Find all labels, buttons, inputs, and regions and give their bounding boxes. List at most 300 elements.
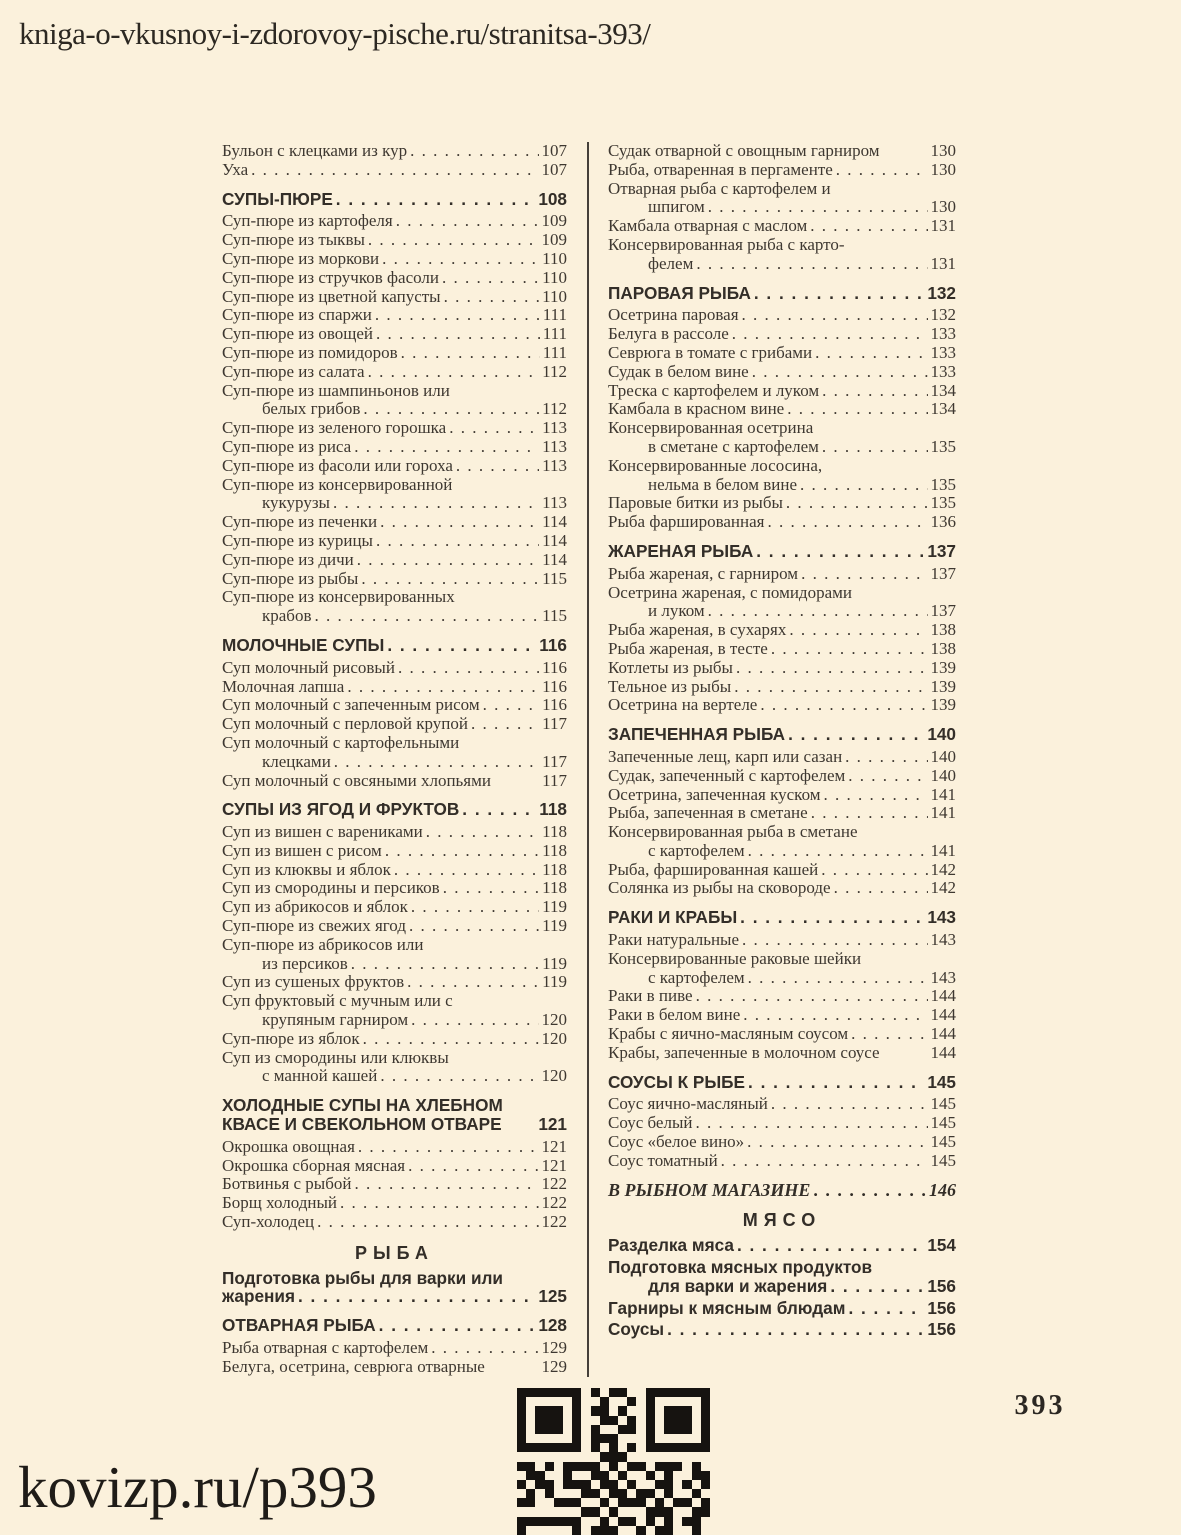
toc-entry-page: 140 [927, 724, 956, 745]
toc-entry-title: Суп-пюре из курицы [222, 530, 373, 550]
dot-leader [736, 659, 928, 678]
dot-leader [752, 363, 928, 382]
toc-entry-page: 116 [542, 657, 567, 677]
dot-leader [408, 1157, 538, 1176]
dot-leader [732, 325, 928, 344]
toc-entry-title: Консервированная осетрина [608, 418, 814, 438]
toc-entry-page: 145 [927, 1071, 956, 1092]
dot-leader [815, 344, 927, 363]
toc-entry-page: 107 [541, 159, 567, 179]
toc-entry-title: Рыба, отваренная в пергаменте [608, 159, 833, 179]
toc-entry-title: клецками [262, 751, 331, 771]
dot-leader [351, 955, 539, 974]
toc-entry [608, 363, 956, 382]
toc-entry-title: МОЛОЧНЫЕ СУПЫ [222, 634, 385, 655]
toc-entry [608, 640, 956, 659]
toc-entry-page: 122 [541, 1212, 567, 1232]
toc-entry [222, 879, 567, 898]
toc-entry [608, 1133, 956, 1152]
toc-entry-title: Уха [222, 159, 249, 179]
toc-entry-title: Окрошка овощная [222, 1136, 355, 1156]
toc-entry-page: 142 [930, 878, 956, 898]
dot-leader [737, 1236, 924, 1255]
toc-entry [608, 696, 956, 715]
toc-entry [608, 1095, 956, 1114]
toc-entry-title: Суп-пюре из абрикосов или [222, 934, 424, 954]
toc-entry-title: Суп молочный с картофельными [222, 732, 460, 752]
table-of-contents [222, 142, 958, 1377]
toc-entry-title: Суп-пюре из овощей [222, 324, 373, 344]
toc-entry-title: Паровые битки из рыбы [608, 493, 783, 513]
toc-entry [608, 457, 956, 495]
dot-leader [409, 917, 539, 936]
toc-entry-page: 114 [542, 530, 567, 550]
toc-entry [222, 842, 567, 861]
dot-leader [368, 231, 539, 250]
toc-entry-page: 121 [538, 1114, 567, 1135]
toc-entry [222, 532, 567, 551]
toc-entry-page: 119 [542, 972, 567, 992]
toc-entry-title: Суп-пюре из шампиньонов или [222, 380, 450, 400]
dot-leader [767, 513, 927, 532]
toc-entry-page: 111 [542, 305, 567, 325]
dot-leader [334, 753, 539, 772]
toc-entry [608, 180, 956, 218]
dot-leader [754, 284, 924, 303]
toc-entry-page: 133 [930, 342, 956, 362]
toc-entry-title: ОТВАРНАЯ РЫБА [222, 1315, 376, 1336]
dot-leader [771, 1095, 928, 1114]
toc-entry [222, 438, 567, 457]
toc-entry [222, 823, 567, 842]
dot-leader [336, 190, 536, 209]
toc-entry-page: 119 [542, 953, 567, 973]
toc-entry [222, 325, 567, 344]
dot-leader [743, 1006, 927, 1025]
dot-leader [361, 570, 539, 589]
dot-leader [411, 1011, 538, 1030]
toc-entry-title: Осетрина паровая [608, 305, 739, 325]
dot-leader [747, 1133, 927, 1152]
toc-entry-title: Суп-пюре из дичи [222, 549, 354, 569]
toc-entry-title: Рыба жареная, в сухарях [608, 620, 787, 640]
toc-entry-title: Треска с картофелем и луком [608, 380, 820, 400]
dot-leader [380, 513, 539, 532]
toc-entry-title: из персиков [262, 953, 348, 973]
dot-leader [830, 1277, 924, 1296]
dot-leader [756, 542, 924, 561]
toc-entry-title: Суп-пюре из моркови [222, 248, 380, 268]
toc-entry-title: Подготовка мясных продуктов [608, 1257, 873, 1278]
toc-entry-page: 117 [542, 751, 567, 771]
toc-entry [222, 570, 567, 589]
toc-section-heading: МЯСО [742, 1210, 822, 1231]
toc-entry-title: Суп из смородины или клюквы [222, 1047, 449, 1067]
toc-entry-title: Суп-пюре из печенки [222, 512, 378, 532]
dot-leader [368, 363, 540, 382]
toc-entry-title: Суп-пюре из консервированных [222, 587, 455, 607]
dot-leader [748, 969, 928, 988]
toc-entry-page: 140 [930, 765, 956, 785]
toc-entry-page: 144 [930, 1024, 956, 1044]
toc-entry-page: 118 [539, 799, 567, 820]
toc-entry-title: Суп-пюре из фасоли или гороха [222, 455, 453, 475]
toc-entry-title: Судак отварной с овощным гарниром [608, 141, 880, 160]
toc-heading [222, 800, 567, 819]
toc-entry-page: 145 [930, 1150, 956, 1170]
toc-entry-page: 145 [930, 1094, 956, 1114]
dot-leader [836, 161, 928, 180]
toc-column-right [608, 142, 956, 1377]
toc-entry-page: 134 [930, 399, 956, 419]
toc-entry-title: Консервированная рыба в сметане [608, 822, 858, 842]
toc-heading [608, 908, 956, 927]
toc-entry-title: Рыба отварная с картофелем [222, 1338, 429, 1358]
dot-leader [734, 678, 927, 697]
dot-leader [394, 861, 539, 880]
toc-entry [608, 621, 956, 640]
toc-heading [222, 636, 567, 655]
toc-entry-page: 143 [930, 930, 956, 950]
toc-entry-page: 120 [541, 1010, 567, 1030]
toc-entry-title: В РЫБНОМ МАГАЗИНЕ [608, 1179, 811, 1200]
toc-entry-title: Тельное из рыбы [608, 676, 732, 696]
toc-entry-page: 139 [930, 695, 956, 715]
toc-entry-title: Раки в пиве [608, 986, 693, 1006]
toc-entry-page: 135 [930, 474, 956, 494]
toc-entry-title: крабов [262, 606, 312, 626]
toc-entry [608, 987, 956, 1006]
toc-entry-title: Белуга в рассоле [608, 324, 729, 344]
dot-leader [357, 551, 539, 570]
toc-entry [608, 584, 956, 622]
dot-leader [721, 1152, 928, 1171]
toc-entry-title: Консервированные раковые шейки [608, 948, 862, 968]
dot-leader [696, 255, 927, 274]
toc-entry-page: 110 [542, 248, 567, 268]
dot-leader [471, 715, 539, 734]
toc-entry-title: для варки и жарения [648, 1275, 828, 1296]
toc-entry [222, 363, 567, 382]
dot-leader [740, 908, 924, 927]
toc-entry [608, 767, 956, 786]
column-divider [587, 142, 589, 1377]
dot-leader [742, 306, 928, 325]
toc-entry-title: Разделка мяса [608, 1235, 734, 1256]
toc-entry-title: Суп молочный с овсяными хлопьями [222, 770, 491, 790]
dot-leader [298, 1287, 535, 1306]
toc-entry-page: 120 [541, 1028, 567, 1048]
toc-entry-page: 113 [542, 418, 567, 438]
toc-entry [608, 1006, 956, 1025]
toc-entry-page: 107 [541, 141, 567, 160]
toc-entry-title: Окрошка сборная мясная [222, 1155, 406, 1175]
dot-leader [801, 565, 927, 584]
toc-entry [608, 823, 956, 861]
toc-entry-page: 137 [927, 540, 956, 561]
toc-entry-title: Севрюга в томате с грибами [608, 342, 813, 362]
toc-entry [222, 715, 567, 734]
toc-entry-page: 118 [542, 840, 567, 860]
toc-entry-title: Суп молочный рисовый [222, 657, 395, 677]
toc-entry [222, 1049, 567, 1087]
toc-entry-page: 114 [542, 549, 567, 569]
toc-entry-title: Суп из вишен с рисом [222, 840, 382, 860]
toc-entry-page: 119 [542, 897, 567, 917]
toc-entry-page: 144 [930, 1005, 956, 1025]
toc-entry-page: 115 [542, 568, 567, 588]
dot-leader [786, 494, 928, 513]
toc-entry [608, 786, 956, 805]
toc-column-left [222, 142, 567, 1377]
dot-leader [444, 288, 540, 307]
toc-entry [608, 931, 956, 950]
toc-entry-title: Рыба, фаршированная кашей [608, 859, 819, 879]
toc-entry-title: крупяным гарниром [262, 1010, 409, 1030]
toc-entry [222, 288, 567, 307]
toc-entry [222, 973, 567, 992]
dot-leader [810, 217, 927, 236]
qr-code [517, 1388, 710, 1535]
toc-entry-title: РАКИ И КРАБЫ [608, 907, 738, 928]
toc-entry-page: 139 [930, 676, 956, 696]
dot-leader [379, 1316, 536, 1335]
toc-entry [222, 898, 567, 917]
toc-entry [222, 551, 567, 570]
toc-entry [608, 325, 956, 344]
toc-entry-title: Суп из абрикосов и яблок [222, 897, 408, 917]
toc-entry-page: 133 [930, 324, 956, 344]
dot-leader [449, 419, 539, 438]
dot-leader [347, 678, 539, 697]
toc-entry-title: Соус «белое вино» [608, 1132, 745, 1152]
toc-entry-page: 156 [927, 1275, 956, 1296]
toc-entry [222, 1339, 567, 1358]
toc-entry-page: 132 [930, 305, 956, 325]
toc-entry-title: Суп-пюре из салата [222, 361, 365, 381]
toc-entry-title: нельма в белом вине [648, 474, 797, 494]
toc-entry [608, 565, 956, 584]
dot-leader [358, 1138, 539, 1157]
dot-leader [333, 494, 539, 513]
page-url: kniga-o-vkusnoy-i-zdorovoy-pische.ru/stranitsa-393/ [19, 16, 651, 51]
toc-entry-title: Суп-пюре из риса [222, 436, 352, 456]
toc-entry-title: Суп-пюре из спаржи [222, 305, 372, 325]
toc-entry-page: 117 [542, 770, 567, 790]
dot-leader [376, 532, 539, 551]
toc-entry [222, 513, 567, 532]
toc-italic [608, 1181, 956, 1200]
toc-entry [222, 161, 567, 180]
dot-leader [426, 823, 539, 842]
dot-leader [483, 696, 540, 715]
toc-entry-title: Суп-пюре из картофеля [222, 211, 393, 231]
toc-entry-page: 118 [542, 859, 567, 879]
toc-entry-title: Суп-пюре из консервированной [222, 474, 453, 494]
dot-leader [760, 696, 927, 715]
toc-entry-page: 138 [930, 638, 956, 658]
toc-entry-page: 116 [542, 695, 567, 715]
toc-entry-title: Молочная лапша [222, 676, 345, 696]
toc-entry-page: 113 [542, 493, 567, 513]
dot-leader [387, 636, 536, 655]
toc-entry-title: и луком [648, 601, 705, 621]
toc-entry-page: 131 [930, 216, 956, 236]
toc-entry-page: 113 [542, 436, 567, 456]
toc-entry [222, 588, 567, 626]
toc-entry-title: Борщ холодный [222, 1193, 337, 1213]
dot-leader [354, 1175, 538, 1194]
toc-entry-title: ЖАРЕНАЯ РЫБА [608, 540, 754, 561]
toc-entry [222, 1175, 567, 1194]
toc-entry [222, 696, 567, 715]
toc-entry-title: Консервированная рыба с карто- [608, 234, 845, 254]
toc-entry [608, 344, 956, 363]
toc-entry [222, 678, 567, 697]
toc-entry-page: 110 [542, 286, 567, 306]
dot-leader [340, 1194, 539, 1213]
toc-entry-page: 140 [930, 746, 956, 766]
toc-entry-title: Рыба жареная, с гарниром [608, 563, 799, 583]
toc-entry-title: Суп-пюре из яблок [222, 1028, 360, 1048]
toc-entry-title: Белуга, осетрина, севрюга отварные [222, 1356, 485, 1376]
toc-entry-page: 154 [927, 1235, 956, 1256]
dot-leader [800, 476, 928, 495]
toc-entry-page: 156 [927, 1297, 956, 1318]
toc-entry-title: Суп-пюре из стручков фасоли [222, 267, 439, 287]
dot-leader [695, 1114, 927, 1133]
toc-entry [608, 879, 956, 898]
toc-entry-title: Раки натуральные [608, 930, 740, 950]
dot-leader [787, 400, 927, 419]
toc-entry-page: 118 [542, 822, 567, 842]
toc-entry-title: белых грибов [262, 399, 361, 419]
toc-entry [608, 1152, 956, 1171]
dot-leader [822, 382, 927, 401]
toc-entry-title: Камбала в красном вине [608, 399, 785, 419]
toc-entry [222, 992, 567, 1030]
toc-entry-title: Суп-пюре из помидоров [222, 342, 398, 362]
toc-entry-title: СУПЫ-ПЮРЕ [222, 188, 333, 209]
toc-heading [608, 1073, 956, 1092]
toc-entry-page: 122 [541, 1174, 567, 1194]
toc-entry-page: 110 [542, 267, 567, 287]
toc-entry-page: 122 [541, 1193, 567, 1213]
toc-entry [608, 659, 956, 678]
toc-heading [608, 284, 956, 303]
dot-leader [407, 973, 539, 992]
toc-entry [222, 457, 567, 476]
toc-entry-page: 137 [930, 601, 956, 621]
toc-entry-page: 138 [930, 620, 956, 640]
toc-entry-page: 143 [930, 967, 956, 987]
toc-entry-title: жарения [222, 1286, 295, 1307]
dot-leader [848, 767, 927, 786]
toc-entry [608, 804, 956, 823]
dot-leader [363, 400, 539, 419]
toc-entry-title: с картофелем [648, 967, 745, 987]
dot-leader [317, 1213, 538, 1232]
dot-leader [411, 898, 539, 917]
toc-entry-page: 115 [542, 606, 567, 626]
toc-entry-title: Запеченные лещ, карп или сазан [608, 746, 843, 766]
toc-entry-page: 141 [930, 803, 956, 823]
toc-bold [608, 1320, 956, 1339]
toc-entry-page: 116 [539, 634, 567, 655]
toc-entry-title: ЗАПЕЧЕННАЯ РЫБА [608, 724, 786, 745]
dot-leader [462, 800, 536, 819]
toc-entry [608, 494, 956, 513]
toc-entry-title: Суп молочный с запеченным рисом [222, 695, 480, 715]
toc-entry-title: Суп-пюре из рыбы [222, 568, 359, 588]
toc-entry-title: кукурузы [262, 493, 330, 513]
toc-entry-title: Соусы [608, 1319, 665, 1340]
toc-entry-title: с картофелем [648, 840, 745, 860]
toc-entry-page: 116 [542, 676, 567, 696]
toc-entry [222, 1138, 567, 1157]
toc-entry-page: 117 [542, 714, 567, 734]
toc-entry-title: Крабы с яично-масляным соусом [608, 1024, 849, 1044]
dot-leader [845, 748, 927, 767]
toc-entry-title: ХОЛОДНЫЕ СУПЫ НА ХЛЕБНОМ [222, 1095, 503, 1116]
dot-leader [771, 640, 928, 659]
toc-entry-title: Судак в белом вине [608, 361, 749, 381]
toc-entry [222, 1213, 567, 1232]
toc-entry [608, 306, 956, 325]
toc-heading [222, 1096, 567, 1134]
toc-entry [608, 1025, 956, 1044]
toc-entry-title: ПАРОВАЯ РЫБА [608, 282, 751, 303]
toc-entry-title: фелем [648, 253, 694, 273]
toc-entry-page: 144 [930, 1042, 956, 1062]
page-number: 393 [1014, 1390, 1066, 1421]
toc-heading [608, 542, 956, 561]
toc-entry [222, 306, 567, 325]
toc-entry-page: 156 [927, 1319, 956, 1340]
toc-entry-title: Суп-пюре из тыквы [222, 230, 365, 250]
toc-entry [222, 250, 567, 269]
toc-entry-title: в сметане с картофелем [648, 436, 819, 456]
toc-entry-title: Отварная рыба с картофелем и [608, 178, 831, 198]
toc-entry [608, 419, 956, 457]
toc-entry-page: 136 [930, 512, 956, 532]
toc-entry-page: 141 [930, 840, 956, 860]
dot-leader [251, 161, 538, 180]
toc-entry-title: Суп-холодец [222, 1212, 315, 1232]
toc-entry [222, 917, 567, 936]
toc-entry-title: Раки в белом вине [608, 1005, 741, 1025]
toc-entry-page: 121 [541, 1136, 567, 1156]
toc-entry-page: 142 [930, 859, 956, 879]
toc-entry-title: Суп молочный с перловой крупой [222, 714, 468, 734]
dot-leader [821, 861, 927, 880]
toc-entry [608, 142, 956, 161]
dot-leader [824, 786, 928, 805]
dot-leader [834, 879, 928, 898]
toc-entry-page: 139 [930, 657, 956, 677]
toc-entry [608, 861, 956, 880]
dot-leader [354, 438, 539, 457]
toc-entry [222, 419, 567, 438]
dot-leader [789, 621, 927, 640]
toc-entry-title: Суп из клюквы и яблок [222, 859, 391, 879]
toc-heading [608, 725, 956, 744]
toc-entry [222, 1358, 567, 1377]
toc-entry-title: Судак, запеченный с картофелем [608, 765, 846, 785]
toc-entry-page: 129 [541, 1356, 567, 1376]
toc-entry-page: 133 [930, 361, 956, 381]
toc-entry-title: Гарниры к мясным блюдам [608, 1297, 846, 1318]
